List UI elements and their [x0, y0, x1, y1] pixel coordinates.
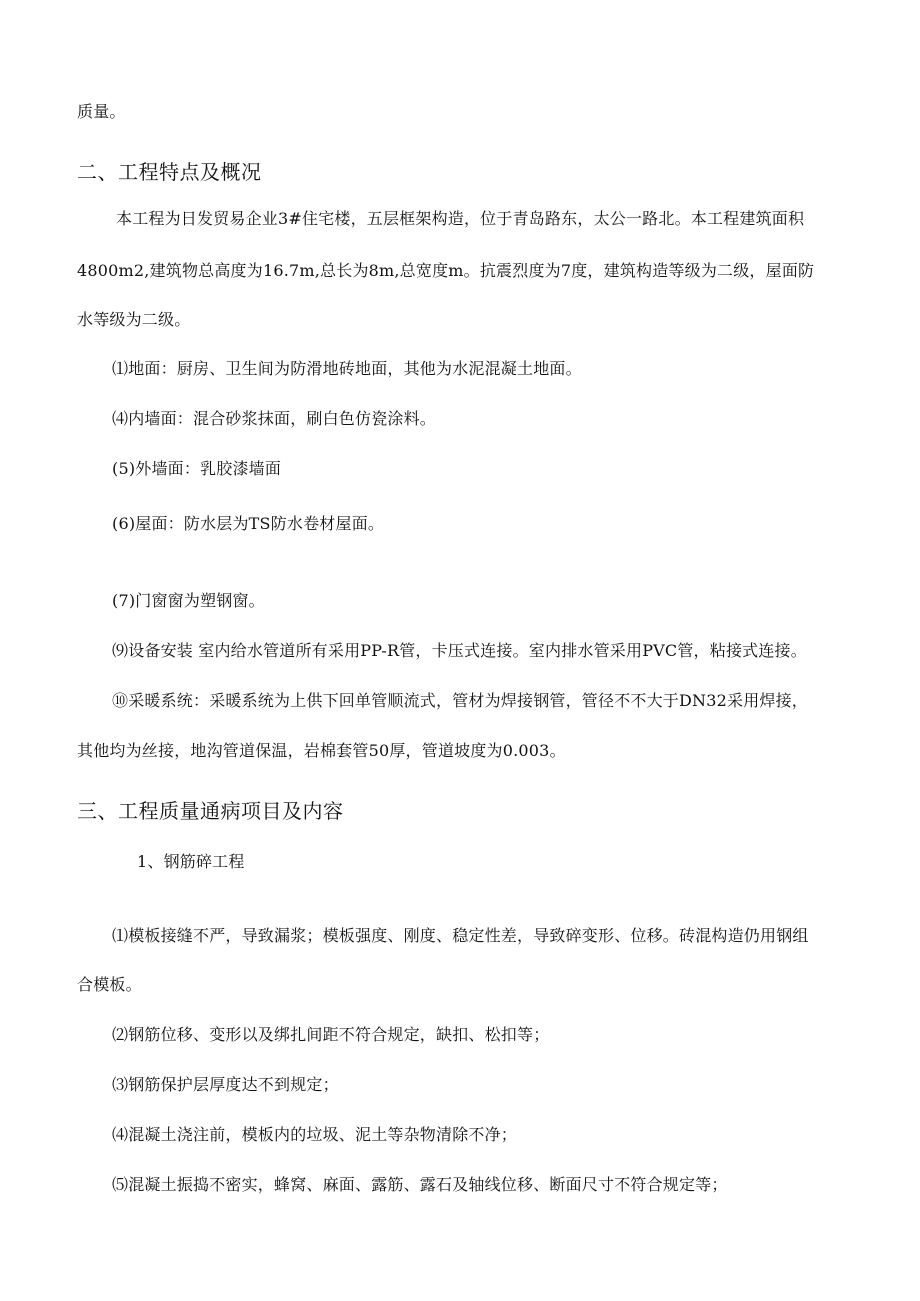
paragraph-line: 4800m2,建筑物总高度为16.7m,总长为8m,总宽度m。抗震烈度为7度，建筑构造等级为二级，屋面防: [77, 261, 815, 280]
list-item: (6)屋面：防水层为TS防水卷材屋面。: [112, 514, 385, 533]
list-item: ⑼设备安装 室内给水管道所有采用PP-R管，卡压式连接。室内排水管采用PVC管，粘接式连接。: [112, 641, 807, 660]
list-item: ⑴地面：厨房、卫生间为防滑地砖地面，其他为水泥混凝土地面。: [112, 359, 582, 378]
list-item: (5)外墙面：乳胶漆墙面: [112, 459, 282, 478]
subsection-heading: 1、钢筋碎工程: [137, 852, 245, 871]
list-item: ⑩采暖系统：采暖系统为上供下回单管顺流式，管材为焊接钢管，管径不不大于DN32采用焊接，: [112, 691, 808, 710]
paragraph-line: 水等级为二级。: [77, 310, 191, 329]
list-item: (7)门窗窗为塑钢窗。: [112, 591, 265, 610]
paragraph-line: 其他均为丝接，地沟管道保温，岩棉套管50厚，管道坡度为0.003。: [77, 741, 566, 760]
section-heading: 二、工程特点及概况: [77, 160, 262, 184]
paragraph-line: 本工程为日发贸易企业3#住宅楼，五层框架构造，位于青岛路东，太公一路北。本工程建筑面积: [116, 209, 805, 228]
list-item: ⑵钢筋位移、变形以及绑扎间距不符合规定，缺扣、松扣等；: [112, 1025, 550, 1044]
section-heading: 三、工程质量通病项目及内容: [77, 799, 344, 823]
paragraph-line: 合模板。: [77, 975, 142, 994]
paragraph-line: 质量。: [77, 102, 126, 121]
list-item: ⑶钢筋保护层厚度达不到规定；: [112, 1075, 339, 1094]
list-item: ⑷混凝土浇注前，模板内的垃圾、泥土等杂物清除不净；: [112, 1125, 518, 1144]
list-item: ⑴模板接缝不严，导致漏浆；模板强度、刚度、稳定性差，导致碎变形、位移。砖混构造仍用钢组: [112, 926, 809, 945]
list-item: ⑸混凝土振捣不密实，蜂窝、麻面、露筋、露石及轴线位移、断面尺寸不符合规定等；: [112, 1175, 728, 1194]
list-item: ⑷内墙面：混合砂浆抹面，刷白色仿瓷涂料。: [112, 409, 437, 428]
